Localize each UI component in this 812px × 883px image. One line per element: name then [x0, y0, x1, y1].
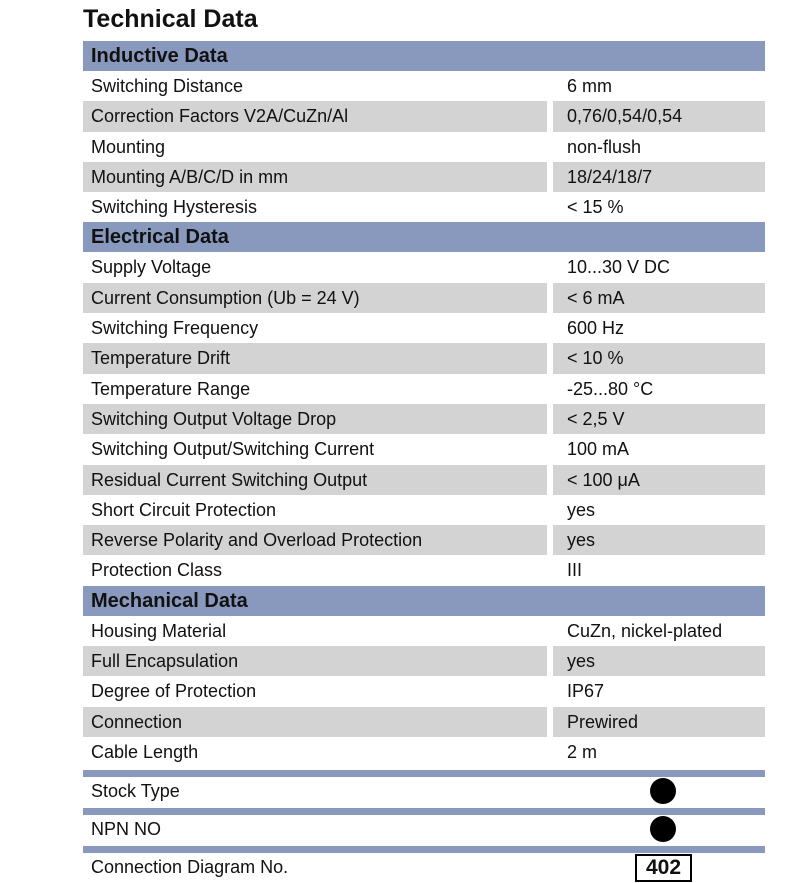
row-label: Cable Length [91, 741, 199, 762]
section-header-inductive: Inductive Data [83, 41, 765, 71]
table-row [83, 101, 765, 131]
row-label: Switching Distance [91, 76, 244, 96]
table-row [83, 283, 765, 313]
row-label: Mounting A/B/C/D in mm [83, 162, 547, 192]
output-type-value [553, 815, 765, 843]
output-type-label: NPN NO [91, 819, 162, 840]
row-value: yes [567, 499, 596, 520]
table-row [83, 374, 765, 404]
row-value: III [567, 560, 583, 581]
table-row [83, 162, 765, 192]
stock-type-label: Stock Type [91, 781, 180, 802]
row-value: 6 mm [567, 76, 612, 96]
row-label: Correction Factors V2A/CuZn/Al [83, 101, 547, 131]
table-row [83, 192, 765, 222]
row-value: 18/24/18/7 [553, 162, 765, 192]
table-row [83, 465, 765, 495]
table-row [83, 252, 765, 282]
row-label: Switching Output Voltage Drop [83, 404, 547, 434]
table-row [83, 676, 765, 706]
table-row [83, 404, 765, 434]
row-label: Degree of Protection [91, 681, 257, 702]
stock-type-row [83, 777, 765, 805]
row-label: Protection Class [91, 560, 223, 581]
stock-type-value [553, 777, 765, 805]
row-label: Residual Current Switching Output [83, 465, 547, 495]
table-row [83, 313, 765, 343]
filled-circle-icon [650, 778, 676, 804]
row-label: Switching Output/Switching Current [91, 439, 375, 460]
table-row [83, 495, 765, 525]
table-row [83, 132, 765, 162]
row-label: Current Consumption (Ub = 24 V) [83, 283, 547, 313]
row-label: Temperature Range [91, 378, 251, 399]
connection-diagram-value [553, 853, 765, 881]
row-value: yes [553, 525, 765, 555]
row-label: Switching Frequency [91, 318, 259, 339]
row-value: -25...80 °C [567, 378, 654, 399]
table-row [83, 707, 765, 737]
row-label: Full Encapsulation [83, 646, 547, 676]
row-value: 0,76/0,54/0,54 [553, 101, 765, 131]
row-value: 2 m [567, 741, 598, 762]
table-row [83, 646, 765, 676]
row-value: < 6 mA [553, 283, 765, 313]
table-row [83, 737, 765, 767]
section-divider [83, 808, 765, 815]
section-divider [83, 846, 765, 853]
section-divider [83, 770, 765, 777]
page-title: Technical Data [83, 5, 258, 33]
row-value: non-flush [567, 136, 642, 157]
row-value: 600 Hz [567, 318, 625, 339]
row-value: < 100 μA [553, 465, 765, 495]
row-label: Switching Hysteresis [91, 197, 258, 218]
row-value: IP67 [567, 681, 605, 702]
output-type-row [83, 815, 765, 843]
row-label: Short Circuit Protection [91, 499, 277, 520]
row-value: CuZn, nickel-plated [567, 620, 723, 641]
row-value: < 2,5 V [553, 404, 765, 434]
row-value: < 10 % [553, 343, 765, 373]
row-label: Reverse Polarity and Overload Protection [83, 525, 547, 555]
table-row [83, 616, 765, 646]
section-header-electrical: Electrical Data [83, 222, 765, 252]
table-row [83, 555, 765, 585]
section-header-mechanical: Mechanical Data [83, 586, 765, 616]
row-value: yes [553, 646, 765, 676]
connection-diagram-number: 402 [635, 854, 692, 882]
table-row [83, 525, 765, 555]
table-row [83, 343, 765, 373]
row-label: Connection [83, 707, 547, 737]
technical-data-table [83, 41, 765, 881]
connection-diagram-row [83, 853, 765, 881]
connection-diagram-label: Connection Diagram No. [91, 857, 289, 878]
table-row [83, 71, 765, 101]
filled-circle-icon [650, 816, 676, 842]
row-value: 10...30 V DC [567, 257, 671, 278]
row-value: < 15 % [567, 197, 624, 218]
row-label: Housing Material [91, 620, 227, 641]
row-label: Mounting [91, 136, 166, 157]
table-row [83, 434, 765, 464]
row-label: Temperature Drift [83, 343, 547, 373]
row-label: Supply Voltage [91, 257, 212, 278]
row-value: 100 mA [567, 439, 630, 460]
row-value: Prewired [553, 707, 765, 737]
